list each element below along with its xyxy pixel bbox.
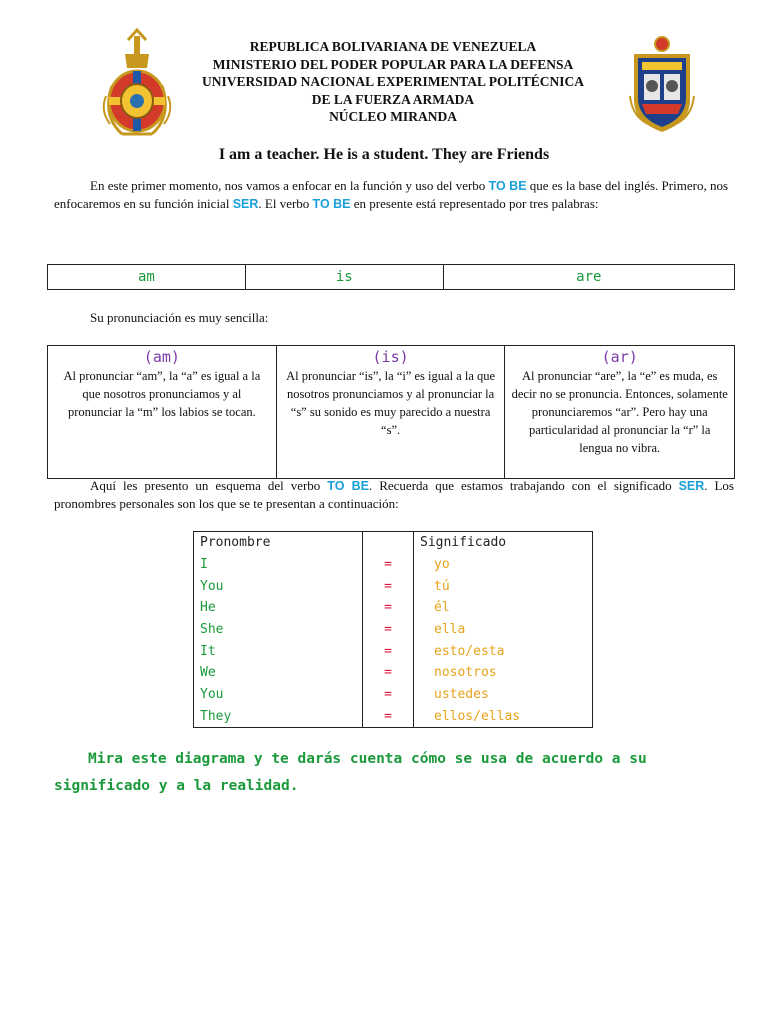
scheme-text: . Recuerda que estamos trabajando con el significado [368,478,679,493]
table-row [194,554,593,576]
pronunciation-head: (is) [372,348,409,366]
header-line: REPUBLICA BOLIVARIANA DE VENEZUELA [249,39,537,54]
pronunciation-cell [505,346,735,479]
intro-text: en presente está representado por tres palabras: [350,196,599,211]
pronunciation-table [47,345,735,479]
pronoun-en: It [194,640,363,662]
table-header-row [194,532,593,554]
intro-paragraph [54,177,734,213]
table-row [194,575,593,597]
pronunciation-head: (am) [143,348,180,366]
pronunciation-text: Al pronunciar “is”, la “i” es igual a la que nosotros pronunciamos y al pronunciar la “s” su sonido es muy parecido a nuestra “s”. [286,369,496,437]
pronoun-en: They [194,706,363,728]
highlight-to-be: TO BE [488,179,527,193]
closing-note: Mira este diagrama y te darás cuenta cómo se usa de acuerdo a su significado y a la realidad. [54,751,647,794]
pronoun-en: He [194,597,363,619]
scheme-paragraph [54,477,734,513]
form-is: is [245,265,443,290]
table-row [194,640,593,662]
equals-sign: = [363,619,414,641]
equals-sign: = [363,640,414,662]
header-line: DE LA FUERZA ARMADA [311,91,475,107]
equals-sign: = [363,554,414,576]
intro-text: . El verbo [258,196,313,211]
form-are: are [443,265,734,290]
table-row [194,619,593,641]
verb-forms-table [47,264,735,290]
pronouns-table [193,531,593,728]
pronunciation-intro: Su pronunciación es muy sencilla: [90,310,269,325]
column-header [363,532,414,554]
highlight-ser: SER [232,197,259,211]
unefa-shield-icon [628,34,696,134]
pronoun-en: She [194,619,363,641]
equals-sign: = [363,684,414,706]
scheme-text: . Los pronombres personales son los que se te presentan a continuación: [54,478,734,511]
page-title: I am a teacher. He is a student. They are Friends [218,146,550,163]
pronunciation-head: (ar) [601,348,638,366]
intro-text: que es la base del inglés. Primero, nos enfocaremos en su función inicial [54,178,729,211]
pronunciation-text: Al pronunciar “are”, la “e” es muda, es decir no se pronuncia. Entonces, solamente pronunciaremos “ar”. Pero hay una particularidad al pronunciar la “r” la lengua no vibra. [511,369,728,455]
pronoun-en: I [194,554,363,576]
table-row [194,684,593,706]
column-header: Pronombre [194,532,363,554]
scheme-text: Aquí les presento un esquema del verbo [90,478,328,493]
pronoun-en: You [194,575,363,597]
highlight-to-be: TO BE [327,479,369,493]
table-row [194,706,593,728]
pronoun-en: You [194,684,363,706]
equals-sign: = [363,597,414,619]
table-row [194,662,593,684]
column-header: Significado [414,532,593,554]
header-line: MINISTERIO DEL PODER POPULAR PARA LA DEFENSA [212,56,574,72]
pronoun-es: yo [414,554,593,576]
pronoun-es: ellos/ellas [414,706,593,728]
pronoun-es: esto/esta [414,640,593,662]
pronunciation-cell [48,346,277,479]
equals-sign: = [363,662,414,684]
highlight-to-be: TO BE [312,197,351,211]
pronoun-en: We [194,662,363,684]
table-row [194,597,593,619]
pronoun-es: él [414,597,593,619]
intro-text: En este primer momento, nos vamos a enfocar en la función y uso del verbo [90,178,489,193]
institution-header [150,38,636,126]
pronoun-es: tú [414,575,593,597]
highlight-ser: SER [678,479,705,493]
pronunciation-text: Al pronunciar “am”, la “a” es igual a la que nosotros pronunciamos y al pronunciar la “m” los labios se tocan. [63,369,261,419]
equals-sign: = [363,706,414,728]
header-line: UNIVERSIDAD NACIONAL EXPERIMENTAL POLITÉCNICA [202,74,584,90]
pronoun-es: ella [414,619,593,641]
pronoun-es: nosotros [414,662,593,684]
pronunciation-cell [276,346,505,479]
header-line: NÚCLEO MIRANDA [329,109,457,125]
pronoun-es: ustedes [414,684,593,706]
form-am: am [48,265,246,290]
equals-sign: = [363,575,414,597]
